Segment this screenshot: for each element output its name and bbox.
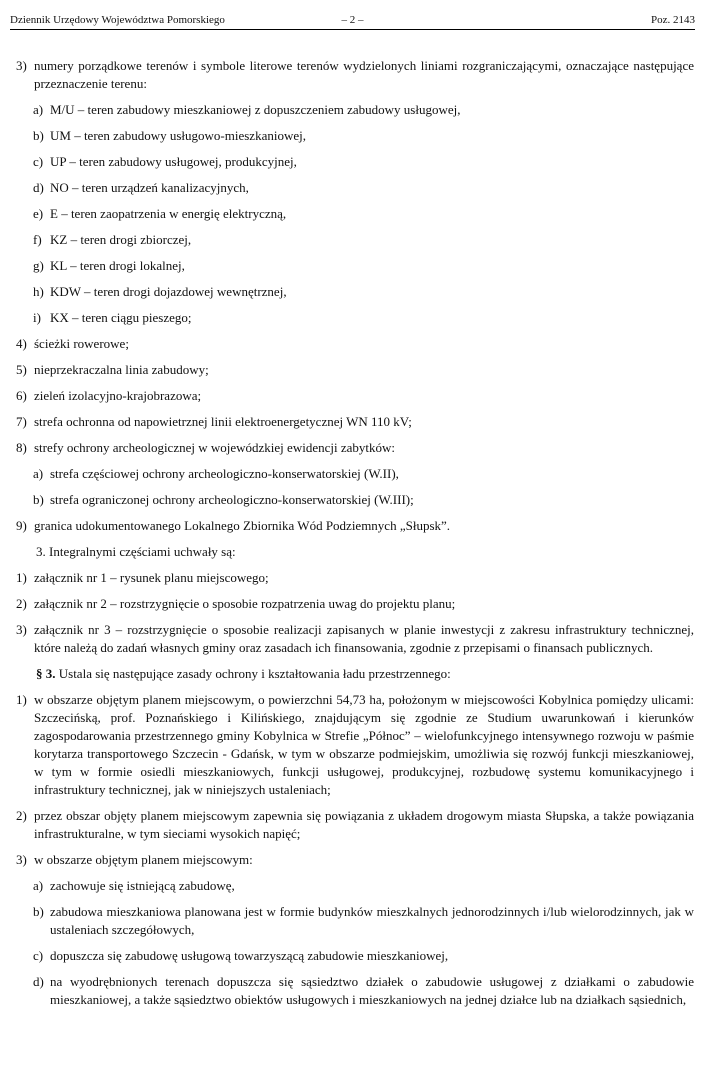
list-text: na wyodrębnionych terenach dopuszcza się sąsiedztwo działek o zabudowie usługowej z działkami o zabudowie mieszkaniowej, a także sąsiedztwo obiektów usługowych i mieszkaniowych na jednej działce lub na działkach sąsiednich, [50,974,694,1007]
list-text: załącznik nr 3 – rozstrzygnięcie o sposobie realizacji zapisanych w planie inwestycji z zakresu infrastruktury technicznej, które należą do zadań własnych gminy oraz zasadach ich finansowania, zgodnie z przepisami o finansach publicznych. [34,622,694,655]
list-marker: c) [33,154,44,169]
list-item [16,57,694,93]
list-marker: 2) [16,596,27,611]
list-text: UM – teren zabudowy usługowo-mieszkaniowej, [50,128,306,143]
list-text: KL – teren drogi lokalnej, [50,258,185,273]
list-item [16,335,694,353]
list-marker: 1) [16,692,27,707]
list-marker: 4) [16,336,27,351]
list-marker: d) [33,974,44,989]
list-text: numery porządkowe terenów i symbole literowe terenów wydzielonych liniami rozgraniczającymi, oznaczające następujące przeznaczenie terenu: [34,58,694,91]
list-item [16,361,694,379]
list-marker: 3) [16,852,27,867]
list-marker: a) [33,466,44,481]
list-item [16,439,694,457]
list-marker: d) [33,180,44,195]
list-text: dopuszcza się zabudowę usługową towarzyszącą zabudowie mieszkaniowej, [50,948,449,963]
list-item [16,387,694,405]
list-item [16,595,694,613]
position-number: Poz. 2143 [651,14,695,26]
list-marker: a) [33,102,44,117]
list-marker: b) [33,904,44,919]
list-text: w obszarze objętym planem miejscowym: [34,852,253,867]
list-text: załącznik nr 2 – rozstrzygnięcie o sposobie rozpatrzenia uwag do projektu planu; [34,596,456,611]
list-marker: 6) [16,388,27,403]
list-text: zabudowa mieszkaniowa planowana jest w formie budynków mieszkalnych jednorodzinnych i/lub wielorodzinnych, jak w ustaleniach szczegółowych, [50,904,694,937]
list-text: KX – teren ciągu pieszego; [50,310,192,325]
list-item [16,517,694,535]
list-text: zachowuje się istniejącą zabudowę, [50,878,235,893]
list-item [16,807,694,843]
sub-list-item [16,231,694,249]
list-text: ścieżki rowerowe; [34,336,129,351]
list-marker: a) [33,878,44,893]
list-marker: 9) [16,518,27,533]
journal-title: Dziennik Urzędowy Województwa Pomorskiego [10,14,225,26]
list-marker: 3) [16,58,27,73]
list-text: strefa ochronna od napowietrznej linii elektroenergetycznej WN 110 kV; [34,414,412,429]
list-marker: 2) [16,808,27,823]
list-item [16,851,694,869]
page-header [10,13,695,30]
list-text: NO – teren urządzeń kanalizacyjnych, [50,180,249,195]
section-text: Ustala się następujące zasady ochrony i kształtowania ładu przestrzennego: [58,666,451,681]
list-item [16,691,694,799]
list-marker: i) [33,310,41,325]
list-text: strefa ograniczonej ochrony archeologiczno-konserwatorskiej (W.III); [50,492,414,507]
list-marker: 5) [16,362,27,377]
list-text: M/U – teren zabudowy mieszkaniowej z dopuszczeniem zabudowy usługowej, [50,102,461,117]
sub-list-item [16,205,694,223]
list-marker: g) [33,258,44,273]
sub-list-item [16,283,694,301]
sub-list-item [16,877,694,895]
list-item [16,413,694,431]
sub-list-item [16,179,694,197]
section-number: § 3. [36,666,56,681]
list-marker: e) [33,206,44,221]
document-body [16,57,694,1017]
list-text: KZ – teren drogi zbiorczej, [50,232,192,247]
sub-list-item [16,973,694,1009]
list-marker: c) [33,948,44,963]
list-marker: b) [33,492,44,507]
list-item [16,569,694,587]
list-text: przez obszar objęty planem miejscowym zapewnia się powiązania z układem drogowym miasta Słupska, a także powiązania infrastrukturalne, w tym sieciami wysokich napięć; [34,808,694,841]
list-text: zieleń izolacyjno-krajobrazowa; [34,388,202,403]
list-text: UP – teren zabudowy usługowej, produkcyjnej, [50,154,297,169]
sub-list-item [16,101,694,119]
list-marker: 7) [16,414,27,429]
sub-list-item [16,257,694,275]
list-marker: 8) [16,440,27,455]
paragraph: 3. Integralnymi częściami uchwały są: [36,544,236,559]
list-marker: 3) [16,622,27,637]
list-item [16,621,694,657]
list-text: granica udokumentowanego Lokalnego Zbiornika Wód Podziemnych „Słupsk”. [34,518,451,533]
list-text: strefa częściowej ochrony archeologiczno-konserwatorskiej (W.II), [50,466,399,481]
sub-list-item [16,491,694,509]
list-text: strefy ochrony archeologicznej w wojewódzkiej ewidencji zabytków: [34,440,395,455]
section-paragraph [16,665,694,683]
list-marker: h) [33,284,44,299]
list-marker: b) [33,128,44,143]
sub-list-item [16,153,694,171]
list-text: w obszarze objętym planem miejscowym, o powierzchni 54,73 ha, położonym w miejscowości Kobylnica pomiędzy ulicami: Szczecińską, prof. Poznańskiego i Kilińskiego, znajdującym się zgodnie ze Studium uwarunkowań i kierunków zagospodarowania przestrzennego gminy Kobylnica w Strefie „Północ” – wielofunkcyjnego intensywnego rozwoju w paśmie korytarza transportowego Szczecin - Gdańsk, w tym w obszarze podmiejskim, umożliwia się rozwój funkcji mieszkaniowej, w tym w formie osiedli mieszkaniowych, funkcji usługowej, produkcyjnej, rozbudowę systemu komunikacyjnego i infrastruktury technicznej, jak w niniejszych ustaleniach; [34,692,694,797]
list-text: KDW – teren drogi dojazdowej wewnętrznej, [50,284,287,299]
page-number: – 2 – [341,14,364,26]
sub-list-item [16,903,694,939]
list-text: E – teren zaopatrzenia w energię elektryczną, [50,206,287,221]
sub-list-item [16,947,694,965]
sub-list-item [16,465,694,483]
sub-list-item [16,127,694,145]
list-marker: 1) [16,570,27,585]
list-text: nieprzekraczalna linia zabudowy; [34,362,209,377]
list-text: załącznik nr 1 – rysunek planu miejscowego; [34,570,269,585]
sub-list-item [16,309,694,327]
list-marker: f) [33,232,42,247]
